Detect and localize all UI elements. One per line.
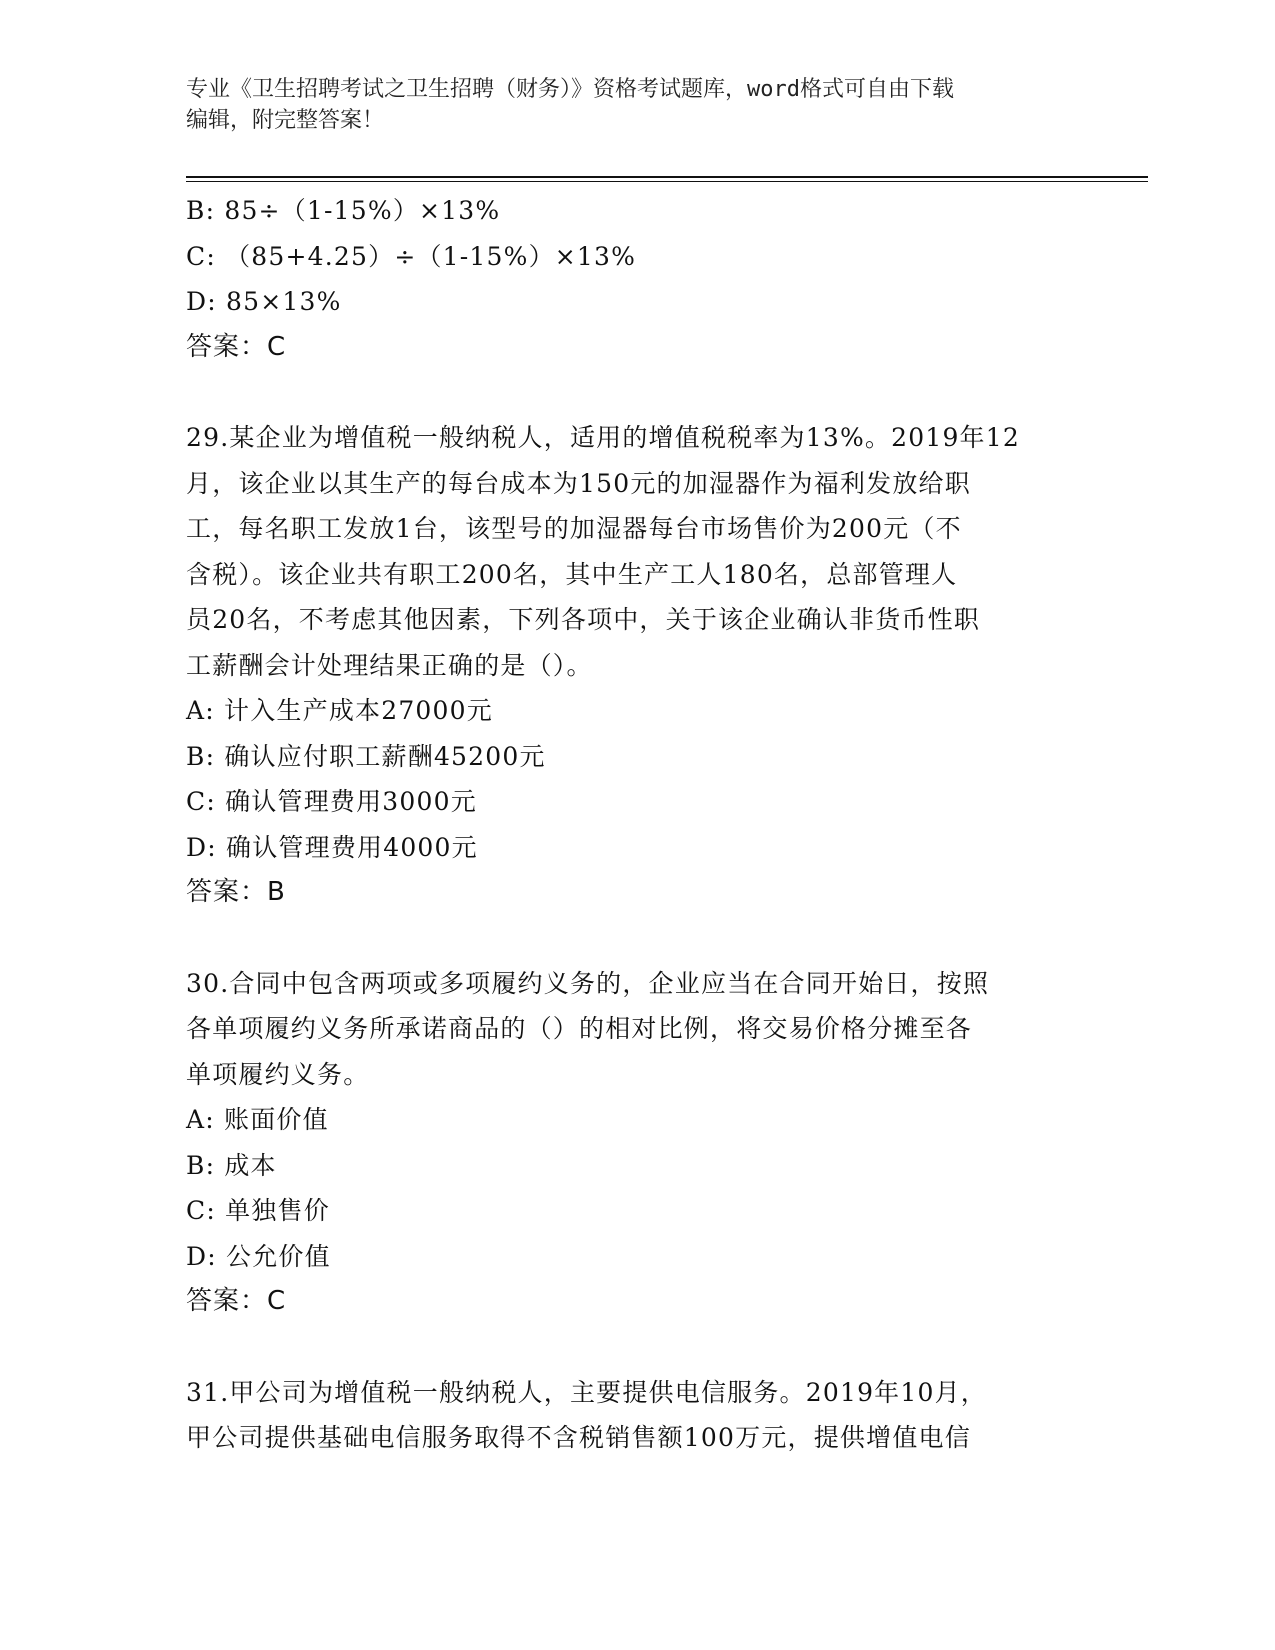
question-text-line: 29.某企业为增值税一般纳税人，适用的增值税税率为13%。2019年12 (186, 423, 1020, 452)
question-text-line: 月，该企业以其生产的每台成本为150元的加湿器作为福利发放给职 (186, 468, 971, 498)
option-a: A: 计入生产成本27000元 (186, 696, 493, 725)
question-28-tail (186, 188, 1076, 370)
option-a: A: 账面价值 (186, 1105, 329, 1134)
document-body (186, 188, 1076, 1461)
question-text-line: 各单项履约义务所承诺商品的（）的相对比例，将交易价格分摊至各 (186, 1014, 973, 1043)
answer: 答案：B (186, 877, 286, 907)
question-text-line: 31.甲公司为增值税一般纳税人，主要提供电信服务。2019年10月， (186, 1377, 987, 1407)
spacer (186, 370, 1076, 415)
question-31 (186, 1370, 1076, 1461)
answer: 答案：C (186, 331, 287, 362)
answer: 答案：C (186, 1286, 287, 1316)
question-text-line: 工薪酬会计处理结果正确的是（）。 (186, 650, 593, 680)
question-text-line: 含税）。该企业共有职工200名，其中生产工人180名，总部管理人 (186, 559, 958, 589)
option-d: D: 85×13% (186, 287, 342, 316)
question-29 (186, 415, 1076, 916)
question-text-line: 30.合同中包含两项或多项履约义务的，企业应当在合同开始日，按照 (186, 968, 990, 998)
question-30 (186, 961, 1076, 1325)
header-divider-thin (186, 181, 1148, 182)
spacer (186, 916, 1076, 961)
option-c: C: （85+4.25）÷（1-15%）×13% (186, 241, 637, 271)
question-text-line: 员20名，不考虑其他因素，下列各项中，关于该企业确认非货币性职 (186, 605, 981, 634)
header-line-2: 编辑，附完整答案！ (186, 108, 385, 133)
spacer (186, 1325, 1076, 1370)
option-c: C: 确认管理费用3000元 (186, 787, 477, 816)
document-header (186, 74, 1076, 136)
question-text-line: 单项履约义务。 (186, 1059, 370, 1089)
option-b: B: 确认应付职工薪酬45200元 (186, 741, 546, 771)
option-d: D: 确认管理费用4000元 (186, 832, 478, 862)
header-divider-thick (186, 176, 1148, 178)
option-c: C: 单独售价 (186, 1196, 330, 1225)
option-b: B: 85÷（1-15%）×13% (186, 196, 501, 225)
header-line-1: 专业《卫生招聘考试之卫生招聘（财务）》资格考试题库，word格式可自由下载 (186, 77, 954, 102)
question-text-line: 工，每名职工发放1台，该型号的加湿器每台市场售价为200元（不 (186, 514, 962, 543)
option-d: D: 公允价值 (186, 1241, 331, 1271)
question-text-line: 甲公司提供基础电信服务取得不含税销售额100万元，提供增值电信 (186, 1423, 971, 1452)
option-b: B: 成本 (186, 1150, 277, 1180)
